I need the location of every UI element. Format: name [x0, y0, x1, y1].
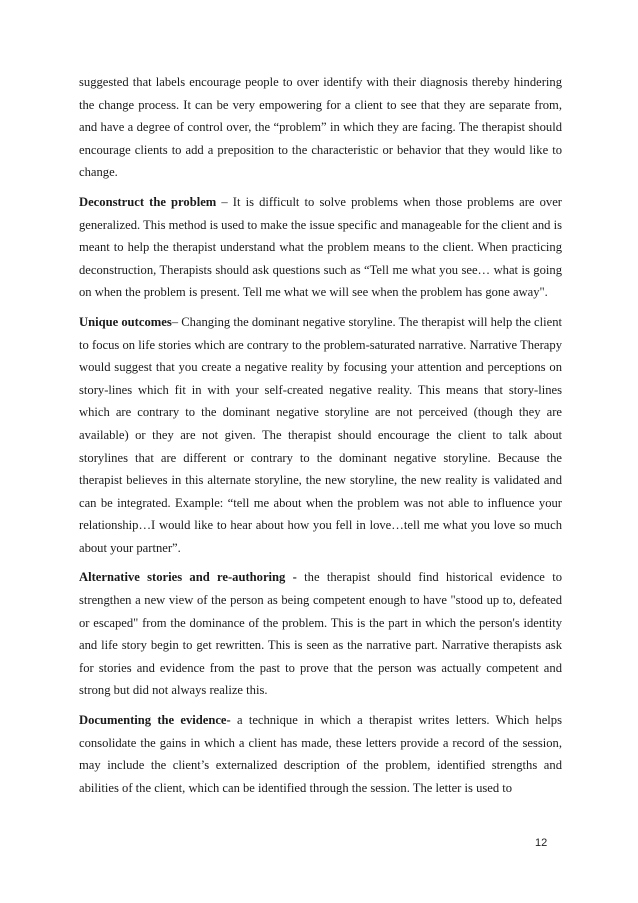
paragraph-alternative-stories — [79, 566, 562, 702]
paragraph-text: the therapist should find historical evidence to strengthen a new view of the person as being competent enough to have "stood up to, defeated or escaped" from the dominance of the problem. This is the part in which the person's identity and life story begin to get rewritten. This is seen as the narrative part. Narrative therapists ask for stories and evidence from the past to prove that the person was actually competent and strong but did not always realize this. — [79, 570, 562, 698]
paragraph-text: – Changing the dominant negative storyline. The therapist will help the client to focus on life stories which are contrary to the problem-saturated narrative. Narrative Therapy would suggest that you create a negative reality by focusing your attention and perceptions on story-lines which fit in with your self-created negative reality. This means that story-lines which are contrary to the dominant negative storyline are not perceived (though they are available) or they are not given. The therapist should encourage the client to talk about storylines that are different or contrary to the dominant negative storyline. Because the therapist believes in this alternate storyline, the new storyline, the new reality is validated and can be integrated. Example: “tell me about when the problem was not able to influence your relationship…I would like to hear about how you fell in love…tell me what you love so much about your partner”. — [79, 314, 562, 555]
page-number: 12 — [535, 837, 548, 849]
body-text — [79, 71, 562, 806]
paragraph-heading: Documenting the evidence- — [79, 713, 231, 728]
paragraph-documenting-evidence — [79, 709, 562, 799]
paragraph-heading: Deconstruct the problem — [79, 194, 217, 209]
paragraph-text: suggested that labels encourage people to over identify with their diagnosis thereby hindering the change process. It can be very empowering for a client to see that they are separate from, and have a degree of control over, the “problem” in which they are facing. The therapist should encourage clients to add a preposition to the characteristic or behavior that they would like to change. — [79, 75, 562, 180]
paragraph-continuation — [79, 71, 562, 184]
paragraph-deconstruct-problem — [79, 191, 562, 304]
paragraph-unique-outcomes — [79, 311, 562, 560]
paragraph-heading: Unique outcomes — [79, 314, 172, 329]
paragraph-text: a technique in which a therapist writes letters. Which helps consolidate the gains in which a client has made, these letters provide a record of the session, may include the client’s externalized description of the problem, identified strengths and abilities of the client, which can be identified through the session. The letter is used to — [79, 713, 562, 795]
paragraph-heading: Alternative stories and re-authoring - — [79, 570, 297, 585]
paragraph-text: – It is difficult to solve problems when those problems are over generalized. This method is used to make the issue specific and manageable for the client and is meant to help the therapist understand what the problem means to the client. When practicing deconstruction, Therapists should ask questions such as “Tell me what you see… what is going on when the problem is present. Tell me what we will see when the problem has gone away". — [79, 194, 562, 300]
